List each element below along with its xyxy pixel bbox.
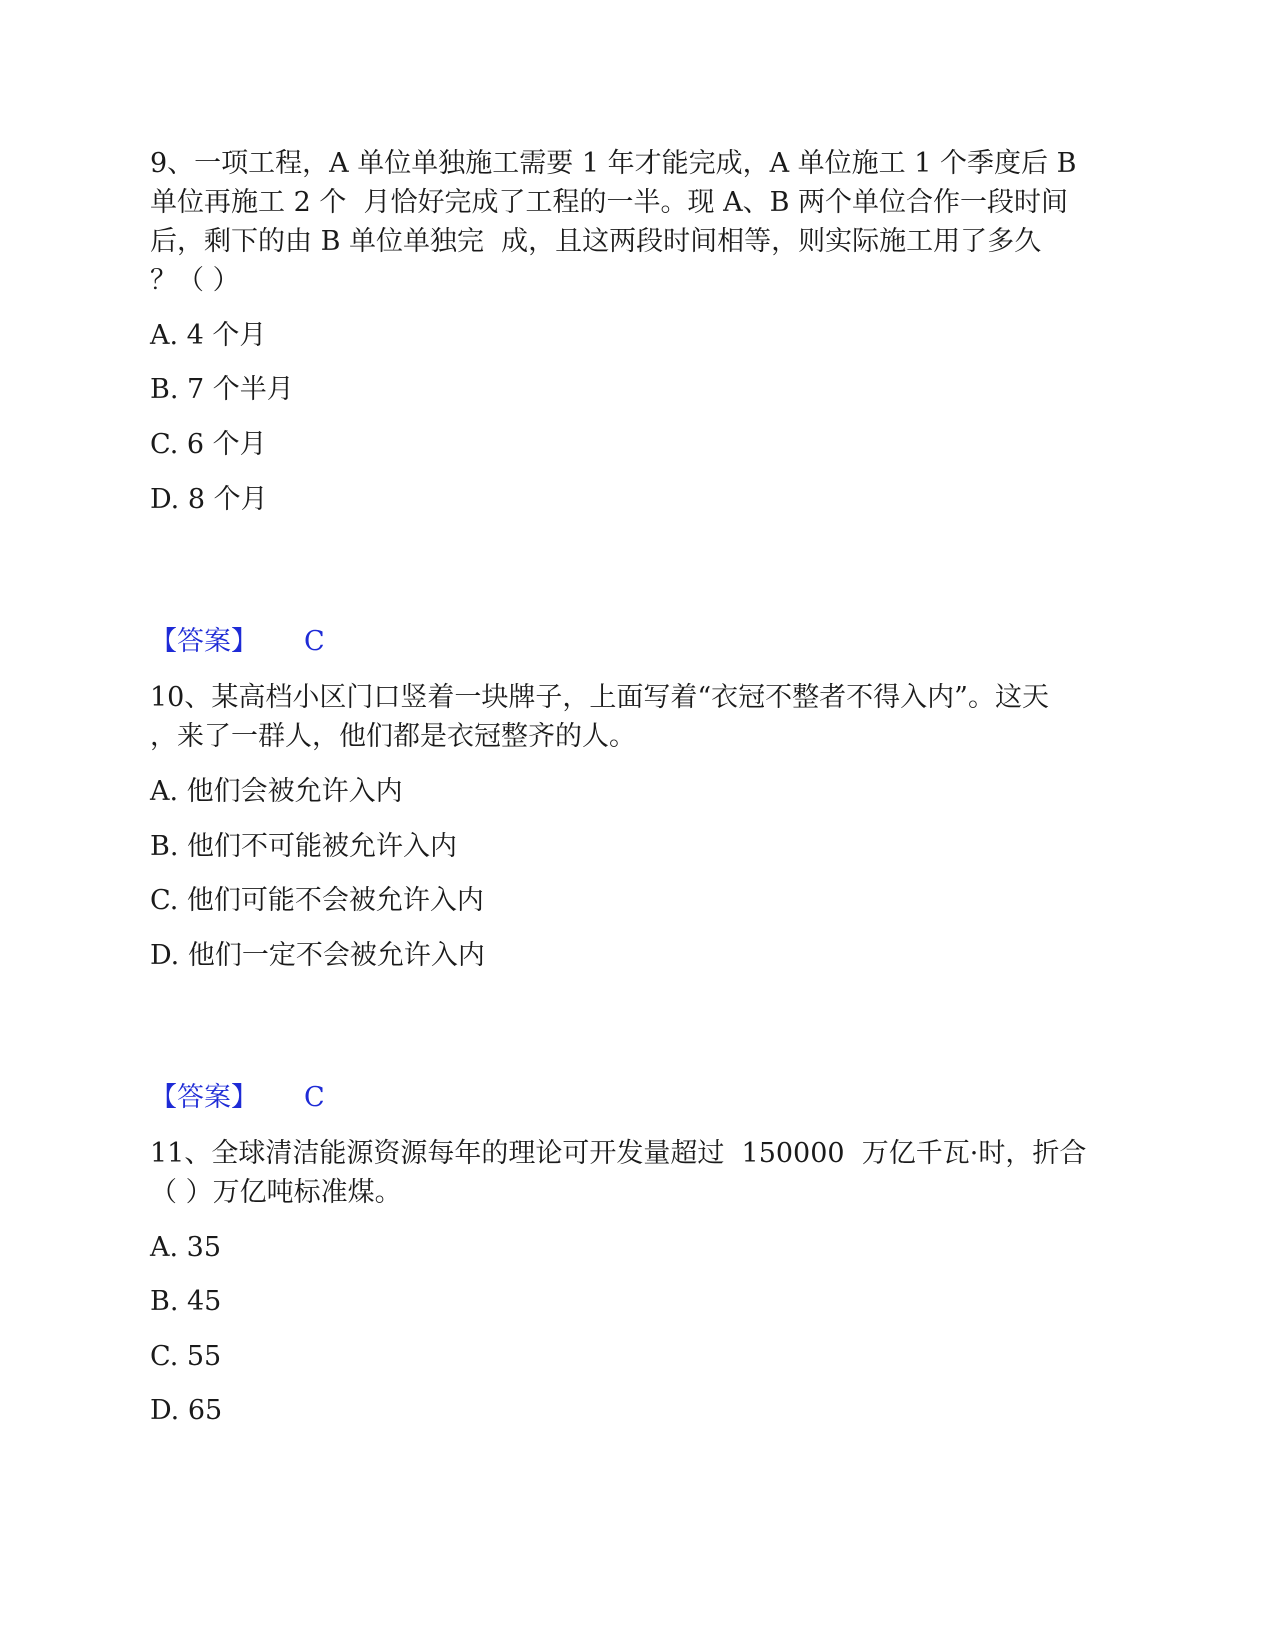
question-text-line: 单位再施工 2 个 月恰好完成了工程的一半。现 A、B 两个单位合作一段时间 xyxy=(150,187,1069,218)
answer-value: C xyxy=(304,1082,325,1113)
option-a: A. 4 个月 xyxy=(150,320,267,351)
answer-label: 【答案】 xyxy=(150,626,258,657)
question-text-line: ？（ ） xyxy=(150,265,240,296)
option-b: B. 7 个半月 xyxy=(150,374,294,405)
option-a: A. 35 xyxy=(150,1232,222,1263)
answer-row xyxy=(150,622,325,662)
question-text-line: 后，剩下的由 B 单位单独完 成，且这两段时间相等，则实际施工用了多久 xyxy=(150,226,1042,257)
question-text-line: 9、一项工程，A 单位单独施工需要 1 年才能完成，A 单位施工 1 个季度后 B xyxy=(150,148,1077,179)
option-b: B. 45 xyxy=(150,1286,222,1317)
answer-label: 【答案】 xyxy=(150,1082,258,1113)
option-b: B. 他们不可能被允许入内 xyxy=(150,831,458,862)
option-c: C. 55 xyxy=(150,1341,222,1372)
option-c: C. 6 个月 xyxy=(150,429,267,460)
question-text-line: ，来了一群人，他们都是衣冠整齐的人。 xyxy=(150,721,636,752)
question-text-line: 11、全球清洁能源资源每年的理论可开发量超过 150000 万亿千瓦·时，折合 xyxy=(150,1138,1087,1169)
option-d: D. 65 xyxy=(150,1395,223,1426)
question-text-line: （ ）万亿吨标准煤。 xyxy=(150,1177,402,1208)
answer-value: C xyxy=(304,626,325,657)
answer-row xyxy=(150,1078,325,1118)
option-a: A. 他们会被允许入内 xyxy=(150,776,403,807)
option-d: D. 他们一定不会被允许入内 xyxy=(150,940,485,971)
option-d: D. 8 个月 xyxy=(150,484,268,515)
question-text-line: 10、某高档小区门口竖着一块牌子，上面写着“衣冠不整者不得入内”。这天 xyxy=(150,682,1049,713)
option-c: C. 他们可能不会被允许入内 xyxy=(150,885,484,916)
